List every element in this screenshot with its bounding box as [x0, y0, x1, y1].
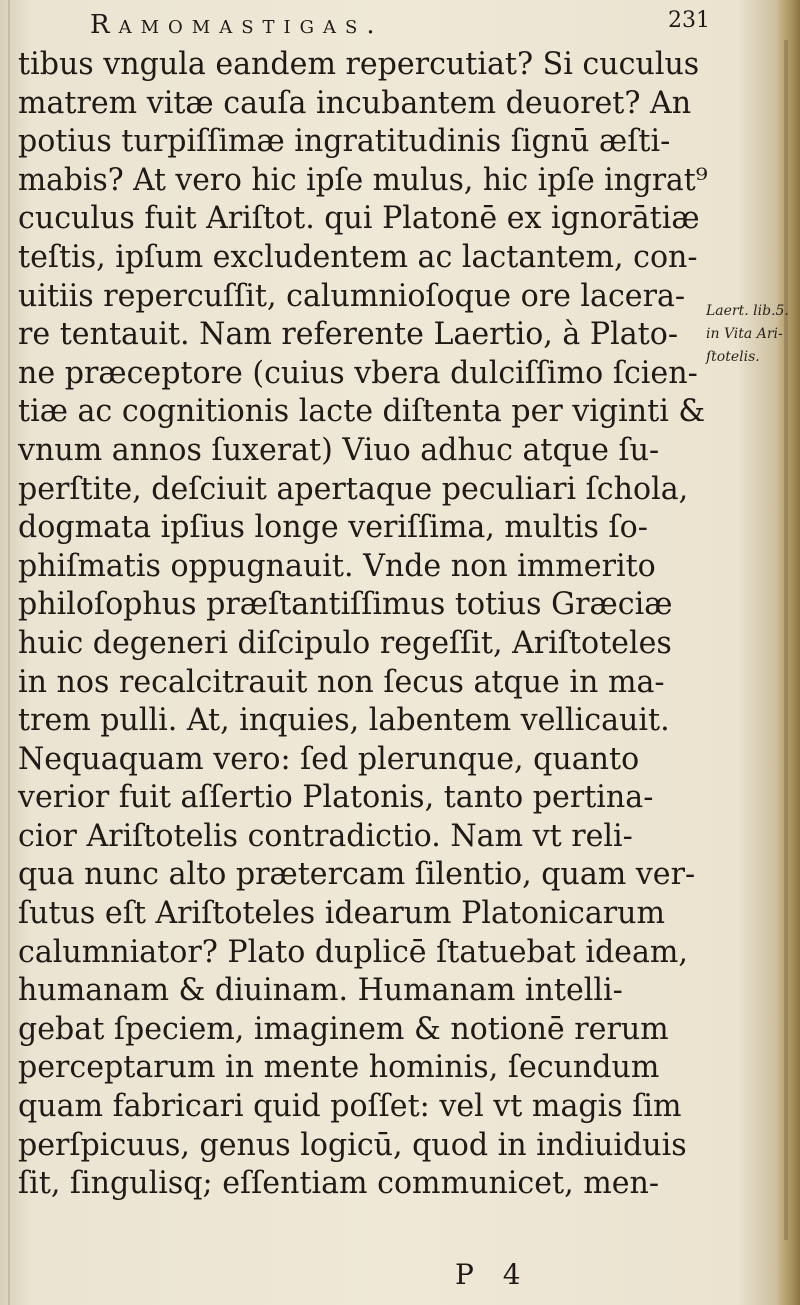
text-line: humanam & diuinam. Humanam intelli- [18, 973, 623, 1009]
text-line: perſtite, deſciuit apertaque peculiari ſchola, [18, 471, 689, 507]
text-line: cior Ariſtotelis contradictio. Nam vt reli- [18, 818, 633, 854]
margin-note-line: ſtotelis. [706, 349, 760, 365]
signature-mark: P 4 [455, 1258, 531, 1291]
text-line: ſutus eſt Ariſtoteles idearum Platonicarum [18, 896, 666, 932]
text-line: in nos recalcitrauit non ſecus atque in ma- [18, 664, 665, 700]
running-head-title: Ramomastigas. [90, 10, 384, 40]
text-line: phiſmatis oppugnauit. Vnde non immerito [18, 548, 656, 584]
text-line: re tentauit. Nam referente Laertio, à Plato- [18, 317, 679, 353]
text-line: ſit, ſingulisq; eſſentiam communicet, men- [18, 1166, 660, 1202]
text-line: Nequaquam vero: ſed plerunque, quanto [18, 741, 640, 777]
running-head [90, 6, 710, 46]
text-line: quam fabricari quid poſſet: vel vt magis ſim [18, 1089, 682, 1125]
text-line: teſtis, ipſum excludentem ac lactantem, con- [18, 239, 698, 275]
text-line: mabis? At vero hic ipſe mulus, hic ipſe ingrat⁹ [18, 162, 708, 198]
text-line: gebat ſpeciem, imaginem & notionē rerum [18, 1011, 669, 1047]
text-line: huic degeneri diſcipulo regeſſit, Ariſtoteles [18, 625, 672, 661]
margin-note-line: Laert. lib.5. [706, 303, 789, 319]
text-line: ne præceptore (cuius vbera dulciſſimo ſcien- [18, 355, 698, 391]
text-line: cuculus fuit Ariſtot. qui Platonē ex ignorātiæ [18, 201, 700, 237]
text-line: uitiis repercuſſit, calumnioſoque ore lacera- [18, 278, 686, 314]
text-line: vnum annos ſuxerat) Viuo adhuc atque ſu- [18, 432, 660, 468]
page-number: 231 [668, 8, 710, 33]
text-line: philoſophus præſtantiſſimus totius Græciæ [18, 587, 673, 623]
text-line: tiæ ac cognitionis lacte diſtenta per viginti & [18, 394, 706, 430]
text-line: perſpicuus, genus logicū, quod in indiuiduis [18, 1127, 687, 1163]
page-edge [778, 0, 800, 1305]
text-line: potius turpiſſimæ ingratitudinis ſignū æſti- [18, 124, 671, 160]
text-line: perceptarum in mente hominis, ſecundum [18, 1050, 660, 1086]
text-line: verior fuit aſſertio Platonis, tanto pertina- [18, 780, 654, 816]
body-text [18, 46, 718, 1204]
text-line: qua nunc alto prætercam ſilentio, quam ver- [18, 857, 696, 893]
gutter-shadow [8, 0, 10, 1305]
text-line: calumniator? Plato duplicē ſtatuebat ideam, [18, 934, 688, 970]
margin-note-line: in Vita Ari- [706, 326, 783, 342]
text-line: tibus vngula eandem repercutiat? Si cuculus [18, 47, 700, 82]
text-line: dogmata ipſius longe veriſſima, multis ſo- [18, 510, 648, 546]
text-line: matrem vitæ cauſa incubantem deuoret? An [18, 85, 692, 121]
text-line: trem pulli. At, inquies, labentem vellicauit. [18, 703, 670, 739]
